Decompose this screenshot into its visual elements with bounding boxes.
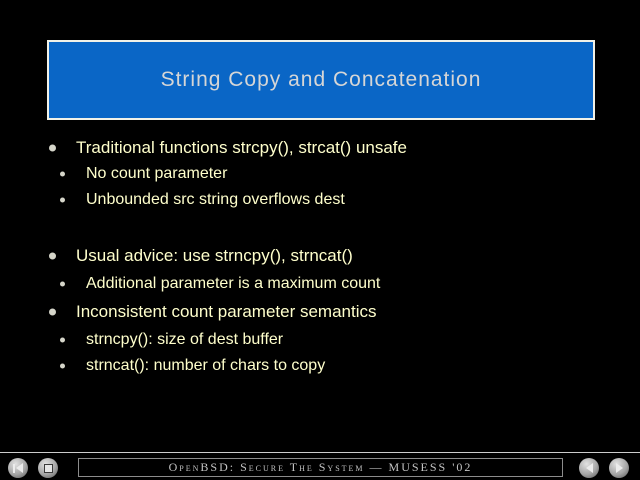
bullet-item [0,243,640,269]
bullet-icon [60,198,65,203]
slide-title: String Copy and Concatenation [160,68,482,91]
bullet-item [0,161,640,187]
bullet-text: Additional parameter is a maximum count [86,275,381,292]
bullet-item [0,353,640,379]
bullet-text: Traditional functions strcpy(), strcat() unsafe [76,138,407,157]
bullet-icon [60,364,65,369]
title-banner [47,40,595,120]
prev-slide-button[interactable] [579,458,599,478]
bullet-item [0,271,640,297]
bullet-text: Inconsistent count parameter semantics [76,302,377,321]
slide-caption: OpenBSD: Secure The System — MUSESS '02 [168,460,473,474]
bullet-item [0,327,640,353]
stop-square-icon [44,464,53,473]
bullet-text: strncpy(): size of dest buffer [86,331,284,348]
first-slide-button[interactable] [8,458,28,478]
triangle-right-icon [616,463,623,473]
bullet-item [0,135,640,161]
bullet-icon [49,145,56,152]
bullet-item [0,299,640,325]
bullet-text: Unbounded src string overflows dest [86,191,345,208]
bullet-item [0,187,640,213]
stop-button[interactable] [38,458,58,478]
bullet-icon [49,253,56,260]
bullet-icon [60,172,65,177]
bullet-text: No count parameter [86,165,228,182]
bullet-icon [49,309,56,316]
bullet-text: Usual advice: use strncpy(), strncat() [76,246,353,265]
statusbar-divider [0,452,640,453]
next-slide-button[interactable] [609,458,629,478]
bullet-icon [60,338,65,343]
bullet-text: strncat(): number of chars to copy [86,357,326,374]
triangle-left-icon [586,463,593,473]
bullet-list [0,135,640,379]
bullet-icon [60,282,65,287]
skip-to-first-icon [13,464,15,473]
slide-caption-box [78,458,563,477]
